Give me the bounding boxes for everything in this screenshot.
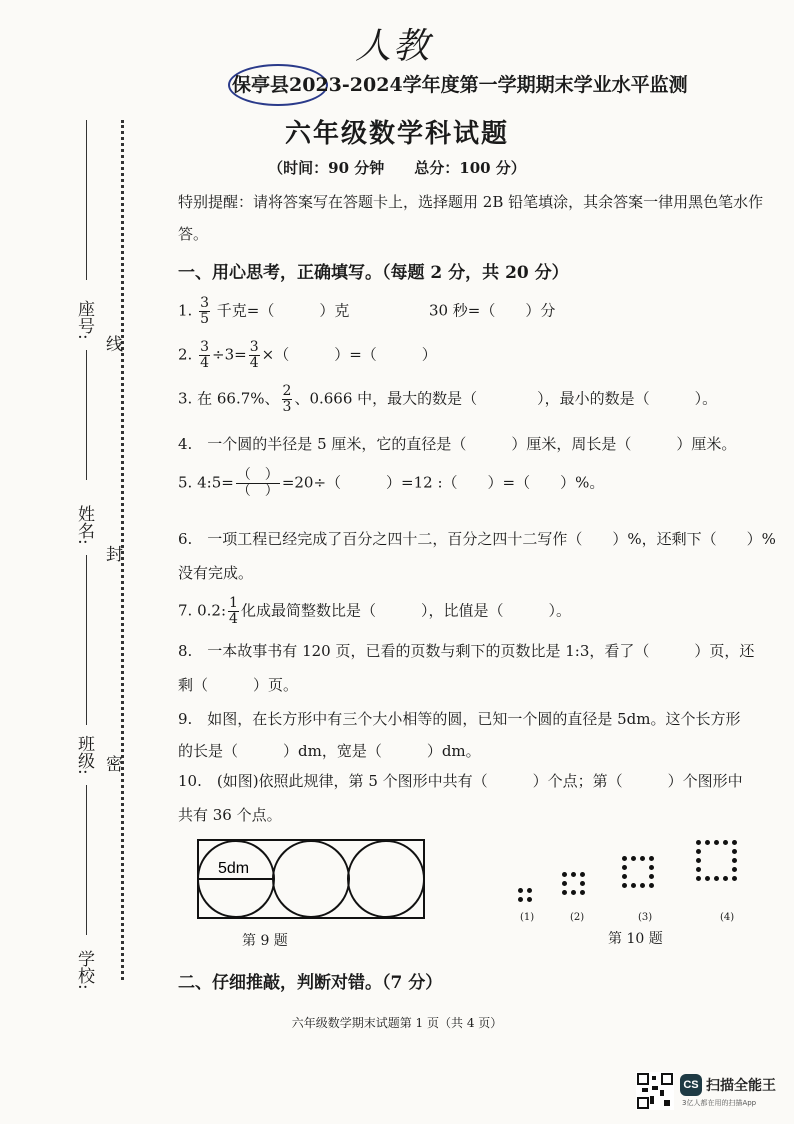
section-1-title: 一、用心思考，正确填写。（每题 2 分，共 20 分） — [178, 263, 569, 283]
circle-2 — [273, 841, 349, 917]
seal-mark-seal: 封 — [102, 545, 122, 562]
q2-middle: ÷3= — [212, 345, 247, 364]
scanner-badge-title: 扫描全能王 — [706, 1078, 776, 1094]
q3-fraction: $\frac{2}{3}$ — [282, 383, 292, 415]
pattern-2-dot — [562, 890, 567, 895]
q3-part-a: 在 66.7%、 — [197, 389, 280, 408]
question-4: 4. 一个圆的半径是 5 厘米，它的直径是（ ）厘米，周长是（ ）厘米。 — [178, 435, 737, 453]
pattern-3-dot — [640, 883, 645, 888]
diameter-label: 5dm — [218, 860, 250, 877]
pattern-4-dot — [696, 849, 701, 854]
q7-fraction: $\frac{1}{4}$ — [229, 595, 238, 627]
scanner-badge-subtitle: 3亿人都在用的扫描App — [682, 1099, 757, 1107]
pattern-3-dot — [631, 883, 636, 888]
camscanner-logo-icon: CS — [680, 1074, 702, 1096]
q3-part-b: 、0.666 中，最大的数是（ ），最小的数是（ ）。 — [294, 389, 718, 408]
header-year: 2023-2024 — [289, 74, 403, 96]
q7-part-a: 0.2: — [197, 601, 227, 620]
question-2 — [178, 340, 768, 371]
pattern-2-dot — [571, 872, 576, 877]
q1-part-a: 千克=（ ）克 — [216, 301, 350, 320]
figure-10-item-2: (2) — [570, 912, 585, 923]
pattern-4-dot — [732, 858, 737, 863]
pattern-2-dot — [580, 872, 585, 877]
pattern-3-dot — [649, 874, 654, 879]
figure-10-label: 第 10 题 — [608, 931, 663, 947]
question-9-line-2: 的长是（ ）dm，宽是（ ）dm。 — [178, 742, 481, 760]
q5-part-b: =20÷（ ）=12 :（ ）=（ ）%。 — [281, 473, 605, 492]
pattern-4-dot — [696, 840, 701, 845]
name-rule-bottom — [86, 555, 87, 725]
pattern-4-dot — [696, 876, 701, 881]
pattern-4-dot — [714, 840, 719, 845]
question-9-line-1: 9. 如图，在长方形中有三个大小相等的圆，已知一个圆的直径是 5dm。这个长方形 — [178, 710, 741, 728]
question-10-line-1: 10. (如图)依照此规律，第 5 个图形中共有（ ）个点；第（ ）个图形中 — [178, 772, 743, 790]
figure-9-label: 第 9 题 — [242, 933, 288, 949]
qr-code-icon — [636, 1072, 674, 1110]
q7-number: 7. — [178, 601, 193, 620]
pattern-2-dot — [562, 872, 567, 877]
question-3 — [178, 384, 768, 415]
question-1 — [178, 296, 768, 327]
pattern-3-dot — [622, 883, 627, 888]
name-rule-top — [86, 350, 87, 480]
seal-mark-line: 线 — [102, 335, 122, 352]
figure-10-item-1: (1) — [520, 912, 535, 923]
pattern-4-dot — [696, 858, 701, 863]
school-label: 学校: — [74, 950, 94, 990]
exam-info: （时间：90 分钟 总分：100 分） — [268, 159, 526, 177]
circle-3 — [348, 841, 424, 917]
page-footer: 六年级数学期末试题第 1 页（共 4 页） — [291, 1016, 503, 1030]
pattern-4-dot — [732, 876, 737, 881]
header-term: 学年度第一学期期末学业水平监测 — [402, 74, 688, 96]
exam-header — [232, 70, 688, 97]
pattern-4-dot — [723, 876, 728, 881]
question-7 — [178, 596, 768, 627]
pattern-3-dot — [622, 874, 627, 879]
seat-rule — [86, 120, 87, 280]
q3-number: 3. — [178, 389, 193, 408]
q1-part-b: 30 秒=（ ）分 — [428, 301, 556, 320]
pattern-4-dot — [705, 840, 710, 845]
question-10-line-2: 共有 36 个点。 — [178, 806, 282, 824]
pattern-1-dot — [527, 888, 532, 893]
class-label: 班级: — [74, 735, 94, 775]
paper-title: 六年级数学科试题 — [284, 119, 509, 149]
question-8-line-2: 剩（ ）页。 — [178, 676, 299, 694]
pattern-2-dot — [571, 890, 576, 895]
pattern-2-dot — [562, 881, 567, 886]
pattern-3-dot — [640, 856, 645, 861]
pattern-3-dot — [649, 856, 654, 861]
question-5 — [178, 468, 768, 499]
pattern-1-dot — [518, 897, 523, 902]
q2-tail: ×（ ）=（ ） — [261, 345, 437, 364]
q7-part-b: 化成最简整数比是（ ），比值是（ ）。 — [240, 601, 571, 620]
question-8-line-1: 8. 一本故事书有 120 页，已看的页数与剩下的页数比是 1:3，看了（ ）页，还 — [178, 642, 755, 660]
pattern-4-dot — [714, 876, 719, 881]
pattern-4-dot — [705, 876, 710, 881]
pattern-3-dot — [622, 856, 627, 861]
figure-10-item-3: (3) — [638, 912, 653, 923]
q2-fraction-2: $\frac{3}{4}$ — [249, 339, 259, 371]
pattern-4-dot — [732, 867, 737, 872]
handwritten-note: 人教 — [355, 26, 432, 67]
pattern-2-dot — [580, 881, 585, 886]
name-label: 姓名: — [74, 505, 94, 545]
pattern-4-dot — [732, 849, 737, 854]
class-rule — [86, 785, 87, 935]
figure-9-rectangle-circles — [196, 838, 428, 922]
q2-fraction-1: $\frac{3}{4}$ — [200, 339, 210, 371]
pattern-4-dot — [723, 840, 728, 845]
notice-text: 特别提醒：请将答案写在答题卡上，选择题用 2B 铅笔填涂，其余答案一律用黑色笔水作答。 — [178, 193, 764, 243]
question-6-line-1: 6. 一项工程已经完成了百分之四十二，百分之四十二写作（ ）%，还剩下（ ）% — [178, 530, 776, 548]
q5-part-a: 4:5= — [197, 473, 234, 492]
pattern-4-dot — [696, 867, 701, 872]
section-2-title: 二、仔细推敲，判断对错。（7 分） — [178, 973, 443, 993]
q1-number: 1. — [178, 301, 193, 320]
figure-10-item-4: (4) — [720, 912, 735, 923]
q1-fraction: $\frac{3}{5}$ — [200, 295, 210, 327]
pattern-3-dot — [622, 865, 627, 870]
question-6-line-2: 没有完成。 — [178, 564, 254, 582]
pattern-4-dot — [732, 840, 737, 845]
q5-number: 5. — [178, 473, 193, 492]
pattern-1-dot — [527, 897, 532, 902]
q5-fraction: $\frac{( )}{( )}$ — [236, 467, 279, 499]
pattern-2-dot — [580, 890, 585, 895]
pattern-3-dot — [649, 883, 654, 888]
q2-number: 2. — [178, 345, 193, 364]
pattern-3-dot — [631, 856, 636, 861]
seal-mark-secret: 密 — [102, 755, 122, 772]
seat-label: 座号: — [74, 300, 94, 340]
header-county: 保亭县 — [232, 74, 290, 96]
pattern-3-dot — [649, 865, 654, 870]
pattern-1-dot — [518, 888, 523, 893]
